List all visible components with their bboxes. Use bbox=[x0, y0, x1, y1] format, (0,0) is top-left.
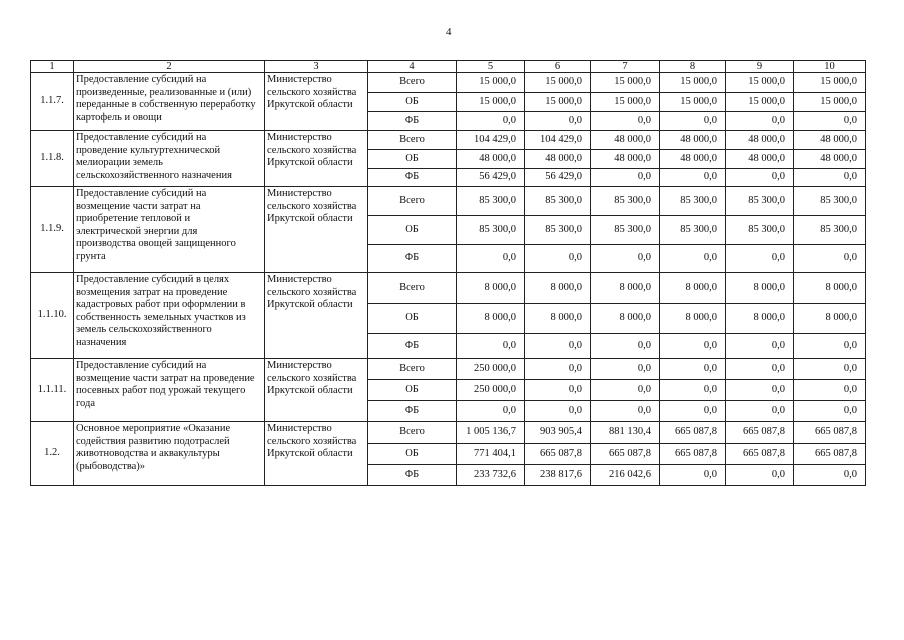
amount-cell: 85 300,0 bbox=[726, 216, 794, 245]
amount-cell: 85 300,0 bbox=[457, 187, 525, 216]
amount-cell: 85 300,0 bbox=[591, 216, 660, 245]
funding-source: ФБ bbox=[368, 169, 457, 187]
amount-cell: 0,0 bbox=[794, 169, 866, 187]
amount-cell: 56 429,0 bbox=[525, 169, 591, 187]
table-row bbox=[31, 359, 866, 380]
column-number: 9 bbox=[726, 61, 794, 73]
amount-cell: 15 000,0 bbox=[726, 93, 794, 112]
funding-source: ФБ bbox=[368, 334, 457, 359]
amount-cell: 8 000,0 bbox=[525, 304, 591, 334]
amount-cell: 665 087,8 bbox=[525, 444, 591, 465]
responsible-agency: Министерство сельского хозяйства Иркутской области bbox=[265, 187, 368, 273]
amount-cell: 881 130,4 bbox=[591, 422, 660, 444]
amount-cell: 0,0 bbox=[591, 380, 660, 401]
amount-cell: 15 000,0 bbox=[457, 73, 525, 93]
amount-cell: 0,0 bbox=[457, 401, 525, 422]
funding-source: ОБ bbox=[368, 380, 457, 401]
amount-cell: 15 000,0 bbox=[525, 93, 591, 112]
amount-cell: 8 000,0 bbox=[660, 304, 726, 334]
amount-cell: 8 000,0 bbox=[525, 273, 591, 304]
amount-cell: 8 000,0 bbox=[794, 273, 866, 304]
amount-cell: 15 000,0 bbox=[660, 73, 726, 93]
amount-cell: 48 000,0 bbox=[660, 150, 726, 169]
measure-description: Предоставление субсидий на возмещение части затрат на приобретение тепловой и электрической энергии для производства овощей защищенного грунта bbox=[74, 187, 265, 273]
amount-cell: 0,0 bbox=[726, 169, 794, 187]
amount-cell: 665 087,8 bbox=[591, 444, 660, 465]
amount-cell: 0,0 bbox=[591, 245, 660, 273]
funding-source: Всего bbox=[368, 131, 457, 150]
amount-cell: 15 000,0 bbox=[794, 73, 866, 93]
amount-cell: 15 000,0 bbox=[794, 93, 866, 112]
amount-cell: 0,0 bbox=[726, 245, 794, 273]
amount-cell: 665 087,8 bbox=[726, 422, 794, 444]
amount-cell: 85 300,0 bbox=[457, 216, 525, 245]
funding-source: Всего bbox=[368, 359, 457, 380]
amount-cell: 0,0 bbox=[660, 359, 726, 380]
responsible-agency: Министерство сельского хозяйства Иркутской области bbox=[265, 73, 368, 131]
funding-source: ФБ bbox=[368, 112, 457, 131]
amount-cell: 0,0 bbox=[591, 334, 660, 359]
amount-cell: 0,0 bbox=[726, 465, 794, 486]
responsible-agency: Министерство сельского хозяйства Иркутской области bbox=[265, 131, 368, 187]
column-number: 5 bbox=[457, 61, 525, 73]
responsible-agency: Министерство сельского хозяйства Иркутской области bbox=[265, 273, 368, 359]
budget-table bbox=[30, 60, 866, 486]
amount-cell: 48 000,0 bbox=[525, 150, 591, 169]
amount-cell: 48 000,0 bbox=[457, 150, 525, 169]
row-number: 1.2. bbox=[31, 422, 74, 486]
amount-cell: 665 087,8 bbox=[660, 422, 726, 444]
funding-source: Всего bbox=[368, 273, 457, 304]
amount-cell: 771 404,1 bbox=[457, 444, 525, 465]
amount-cell: 665 087,8 bbox=[794, 444, 866, 465]
amount-cell: 0,0 bbox=[726, 401, 794, 422]
amount-cell: 0,0 bbox=[660, 465, 726, 486]
measure-description: Предоставление субсидий на проведение культуртехнической мелиорации земель сельскохозяйственного назначения bbox=[74, 131, 265, 187]
amount-cell: 665 087,8 bbox=[660, 444, 726, 465]
row-number: 1.1.10. bbox=[31, 273, 74, 359]
amount-cell: 48 000,0 bbox=[726, 150, 794, 169]
amount-cell: 0,0 bbox=[525, 401, 591, 422]
amount-cell: 48 000,0 bbox=[591, 150, 660, 169]
column-number: 2 bbox=[74, 61, 265, 73]
amount-cell: 85 300,0 bbox=[660, 216, 726, 245]
page-number: 4 bbox=[446, 26, 452, 38]
amount-cell: 0,0 bbox=[457, 112, 525, 131]
amount-cell: 250 000,0 bbox=[457, 359, 525, 380]
amount-cell: 0,0 bbox=[660, 401, 726, 422]
amount-cell: 15 000,0 bbox=[525, 73, 591, 93]
measure-description: Предоставление субсидий на произведенные, реализованные и (или) переданные в собственную переработку картофель и овощи bbox=[74, 73, 265, 131]
amount-cell: 1 005 136,7 bbox=[457, 422, 525, 444]
amount-cell: 903 905,4 bbox=[525, 422, 591, 444]
amount-cell: 0,0 bbox=[591, 112, 660, 131]
amount-cell: 0,0 bbox=[794, 112, 866, 131]
column-number: 7 bbox=[591, 61, 660, 73]
amount-cell: 0,0 bbox=[457, 245, 525, 273]
amount-cell: 56 429,0 bbox=[457, 169, 525, 187]
amount-cell: 85 300,0 bbox=[525, 216, 591, 245]
amount-cell: 0,0 bbox=[794, 359, 866, 380]
measure-description: Основное мероприятие «Оказание содействия развитию подотраслей животноводства и аквакультуры (рыбоводства)» bbox=[74, 422, 265, 486]
funding-source: ОБ bbox=[368, 150, 457, 169]
amount-cell: 216 042,6 bbox=[591, 465, 660, 486]
amount-cell: 0,0 bbox=[794, 465, 866, 486]
amount-cell: 85 300,0 bbox=[794, 216, 866, 245]
amount-cell: 15 000,0 bbox=[591, 93, 660, 112]
amount-cell: 0,0 bbox=[794, 401, 866, 422]
amount-cell: 85 300,0 bbox=[726, 187, 794, 216]
table-row bbox=[31, 273, 866, 304]
row-number: 1.1.9. bbox=[31, 187, 74, 273]
amount-cell: 0,0 bbox=[660, 169, 726, 187]
row-number: 1.1.8. bbox=[31, 131, 74, 187]
amount-cell: 0,0 bbox=[525, 334, 591, 359]
amount-cell: 238 817,6 bbox=[525, 465, 591, 486]
amount-cell: 85 300,0 bbox=[794, 187, 866, 216]
responsible-agency: Министерство сельского хозяйства Иркутской области bbox=[265, 359, 368, 422]
amount-cell: 15 000,0 bbox=[660, 93, 726, 112]
funding-source: ОБ bbox=[368, 216, 457, 245]
funding-source: Всего bbox=[368, 187, 457, 216]
amount-cell: 85 300,0 bbox=[525, 187, 591, 216]
amount-cell: 233 732,6 bbox=[457, 465, 525, 486]
column-number: 4 bbox=[368, 61, 457, 73]
amount-cell: 8 000,0 bbox=[726, 273, 794, 304]
amount-cell: 48 000,0 bbox=[794, 131, 866, 150]
amount-cell: 0,0 bbox=[726, 359, 794, 380]
amount-cell: 8 000,0 bbox=[591, 273, 660, 304]
funding-source: ФБ bbox=[368, 245, 457, 273]
row-number: 1.1.11. bbox=[31, 359, 74, 422]
funding-source: Всего bbox=[368, 422, 457, 444]
amount-cell: 0,0 bbox=[794, 245, 866, 273]
funding-source: ОБ bbox=[368, 304, 457, 334]
column-number: 1 bbox=[31, 61, 74, 73]
amount-cell: 0,0 bbox=[726, 112, 794, 131]
table-row bbox=[31, 131, 866, 150]
amount-cell: 15 000,0 bbox=[726, 73, 794, 93]
amount-cell: 0,0 bbox=[591, 359, 660, 380]
amount-cell: 0,0 bbox=[591, 401, 660, 422]
table-row bbox=[31, 422, 866, 444]
amount-cell: 8 000,0 bbox=[794, 304, 866, 334]
amount-cell: 0,0 bbox=[794, 380, 866, 401]
amount-cell: 8 000,0 bbox=[726, 304, 794, 334]
amount-cell: 0,0 bbox=[457, 334, 525, 359]
amount-cell: 0,0 bbox=[660, 112, 726, 131]
table-row bbox=[31, 73, 866, 93]
column-number: 8 bbox=[660, 61, 726, 73]
amount-cell: 85 300,0 bbox=[591, 187, 660, 216]
table-body bbox=[31, 61, 866, 486]
amount-cell: 0,0 bbox=[726, 380, 794, 401]
amount-cell: 8 000,0 bbox=[457, 273, 525, 304]
column-number: 10 bbox=[794, 61, 866, 73]
column-number: 3 bbox=[265, 61, 368, 73]
amount-cell: 0,0 bbox=[591, 169, 660, 187]
amount-cell: 8 000,0 bbox=[457, 304, 525, 334]
amount-cell: 8 000,0 bbox=[660, 273, 726, 304]
amount-cell: 250 000,0 bbox=[457, 380, 525, 401]
responsible-agency: Министерство сельского хозяйства Иркутской области bbox=[265, 422, 368, 486]
column-number: 6 bbox=[525, 61, 591, 73]
amount-cell: 0,0 bbox=[525, 112, 591, 131]
amount-cell: 15 000,0 bbox=[591, 73, 660, 93]
funding-source: ОБ bbox=[368, 444, 457, 465]
amount-cell: 8 000,0 bbox=[591, 304, 660, 334]
amount-cell: 48 000,0 bbox=[794, 150, 866, 169]
measure-description: Предоставление субсидий в целях возмещения затрат на проведение кадастровых работ при оформлении в собственность земельных участков из земель сельскохозяйственного назначения bbox=[74, 273, 265, 359]
amount-cell: 0,0 bbox=[660, 380, 726, 401]
funding-source: ОБ bbox=[368, 93, 457, 112]
funding-source: Всего bbox=[368, 73, 457, 93]
funding-source: ФБ bbox=[368, 401, 457, 422]
amount-cell: 665 087,8 bbox=[794, 422, 866, 444]
amount-cell: 104 429,0 bbox=[457, 131, 525, 150]
amount-cell: 15 000,0 bbox=[457, 93, 525, 112]
amount-cell: 665 087,8 bbox=[726, 444, 794, 465]
header-row bbox=[31, 61, 866, 73]
amount-cell: 0,0 bbox=[525, 359, 591, 380]
table-row bbox=[31, 187, 866, 216]
amount-cell: 48 000,0 bbox=[726, 131, 794, 150]
amount-cell: 104 429,0 bbox=[525, 131, 591, 150]
amount-cell: 0,0 bbox=[660, 245, 726, 273]
row-number: 1.1.7. bbox=[31, 73, 74, 131]
amount-cell: 0,0 bbox=[660, 334, 726, 359]
measure-description: Предоставление субсидий на возмещение части затрат на проведение посевных работ под урожай текущего года bbox=[74, 359, 265, 422]
amount-cell: 0,0 bbox=[525, 245, 591, 273]
amount-cell: 48 000,0 bbox=[660, 131, 726, 150]
amount-cell: 0,0 bbox=[794, 334, 866, 359]
funding-source: ФБ bbox=[368, 465, 457, 486]
amount-cell: 0,0 bbox=[525, 380, 591, 401]
amount-cell: 48 000,0 bbox=[591, 131, 660, 150]
amount-cell: 0,0 bbox=[726, 334, 794, 359]
amount-cell: 85 300,0 bbox=[660, 187, 726, 216]
